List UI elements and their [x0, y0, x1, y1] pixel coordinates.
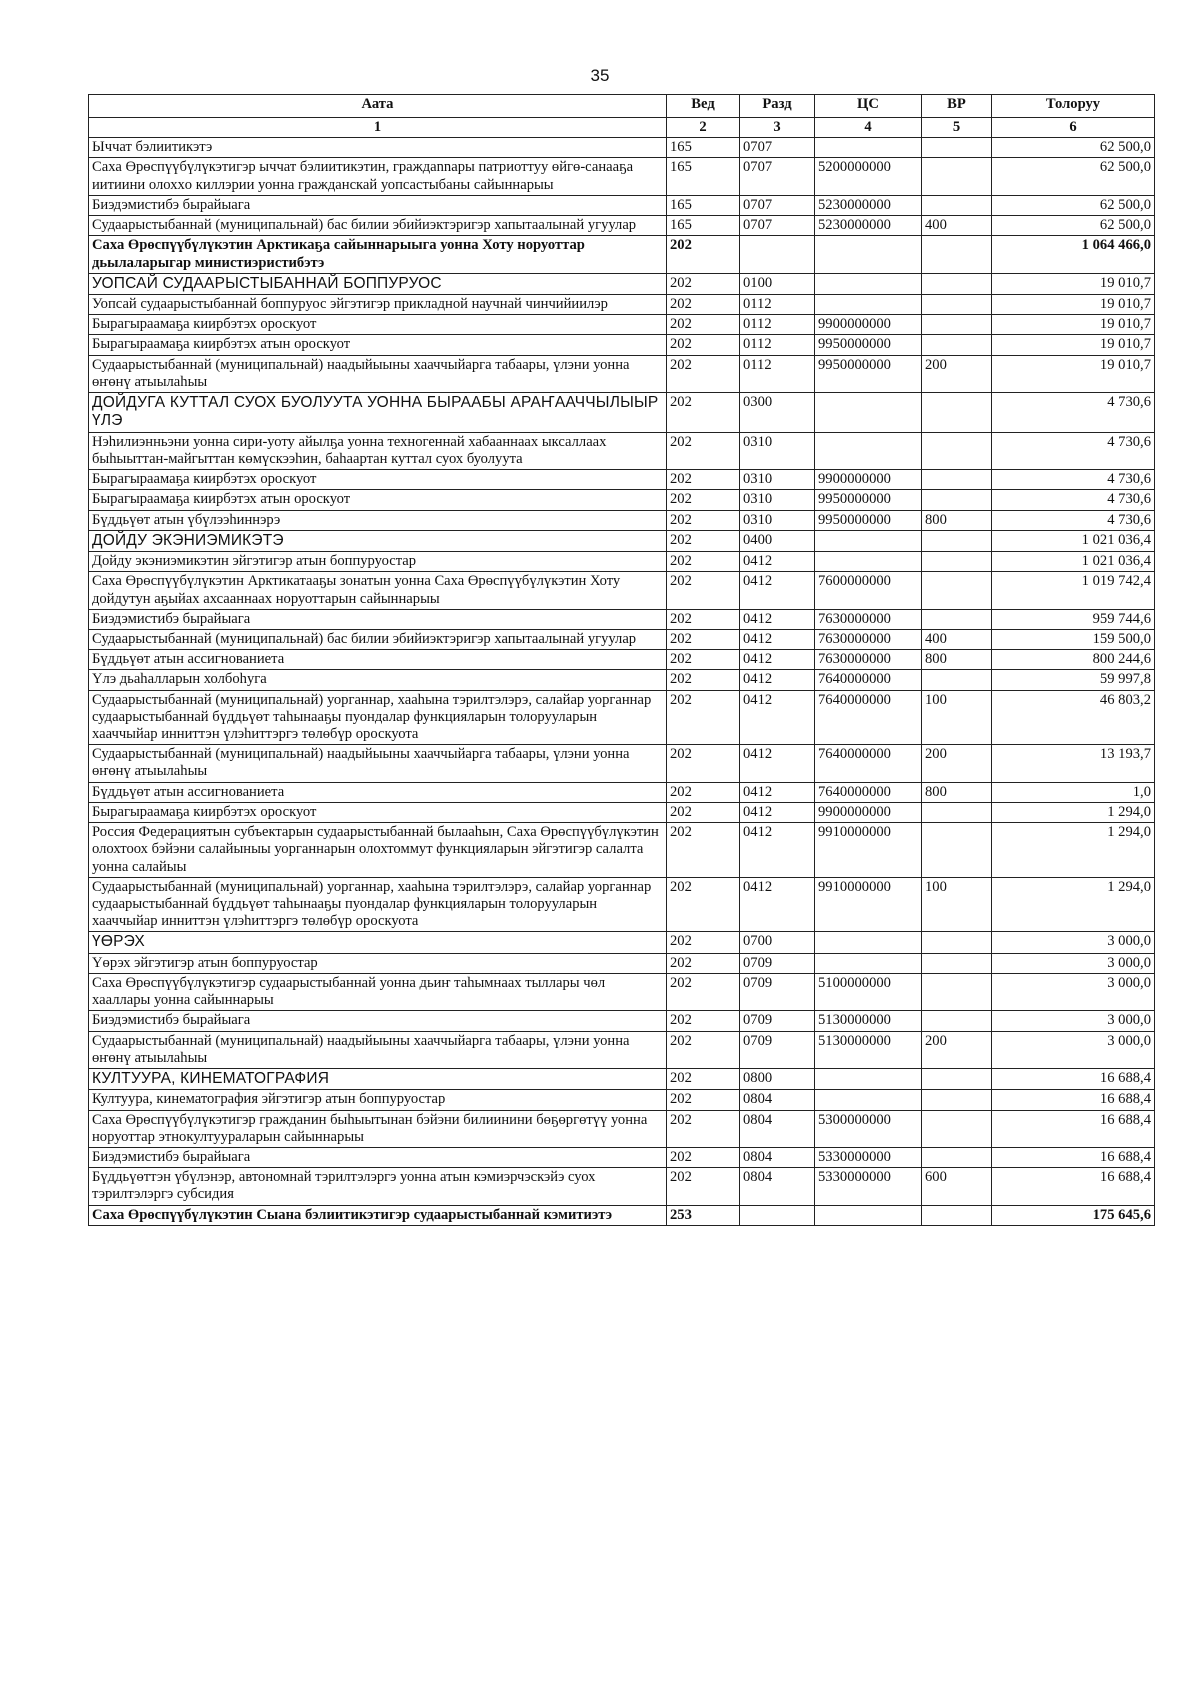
row-amount-cell: 13 193,7: [992, 745, 1155, 782]
row-amount-cell: 4 730,6: [992, 470, 1155, 490]
row-cs-cell: 7630000000: [815, 609, 922, 629]
row-cs-cell: 5330000000: [815, 1168, 922, 1205]
row-ved-cell: 202: [667, 953, 740, 973]
row-vr-cell: [922, 1110, 992, 1147]
row-amount-cell: 19 010,7: [992, 355, 1155, 392]
row-vr-cell: [922, 393, 992, 433]
row-cs-cell: 9910000000: [815, 877, 922, 932]
row-razd-cell: 0412: [740, 670, 815, 690]
row-name-cell: Саха Өрөспүүбүлүкэтигэр судаарыстыбаннай уонна дьиҥ таһымнаах тыллары чөл хааллары уонна сайыннарыы: [89, 973, 667, 1010]
row-cs-cell: 9950000000: [815, 355, 922, 392]
header-cs: ЦС: [815, 95, 922, 118]
row-amount-cell: 1 021 036,4: [992, 552, 1155, 572]
row-amount-cell: 62 500,0: [992, 195, 1155, 215]
row-vr-cell: [922, 138, 992, 158]
row-cs-cell: 7630000000: [815, 650, 922, 670]
table-row: [89, 823, 1155, 878]
row-cs-cell: 7640000000: [815, 690, 922, 745]
row-ved-cell: 202: [667, 393, 740, 433]
row-amount-cell: 4 730,6: [992, 490, 1155, 510]
row-name-cell: Саха Өрөспүүбүлүкэтигэр гражданин быһыытынан бэйэни билиинини бөҕөргөтүү уонна норуоттар этнокултуураларын сайыннарыы: [89, 1110, 667, 1147]
row-amount-cell: 16 688,4: [992, 1110, 1155, 1147]
row-name-cell: УОПСАЙ СУДААРЫСТЫБАННАЙ БОППУРУОС: [89, 273, 667, 294]
row-name-cell: Судаарыстыбаннай (муниципальнай) уорганнар, хааһына тэрилтэлэрэ, салайар уорганнар судаарыстыбаннай бүддьүөт таһынааҕы пуондалар функцияларын толорууларын хааччыйар инниттэн үлэһиттэргэ төлөбүр ороскуота: [89, 877, 667, 932]
row-razd-cell: 0412: [740, 572, 815, 609]
row-name-cell: Үлэ дьаһалларын холбоһуга: [89, 670, 667, 690]
table-row: [89, 877, 1155, 932]
row-amount-cell: 1 064 466,0: [992, 236, 1155, 273]
row-amount-cell: 19 010,7: [992, 335, 1155, 355]
table-row: [89, 1069, 1155, 1090]
row-razd-cell: 0412: [740, 552, 815, 572]
row-vr-cell: [922, 335, 992, 355]
row-vr-cell: 200: [922, 355, 992, 392]
row-cs-cell: 5200000000: [815, 158, 922, 195]
budget-table: [88, 94, 1155, 1226]
row-ved-cell: 202: [667, 335, 740, 355]
row-amount-cell: 1 019 742,4: [992, 572, 1155, 609]
table-header-row: [89, 95, 1155, 118]
row-vr-cell: [922, 932, 992, 953]
row-ved-cell: 202: [667, 510, 740, 530]
row-amount-cell: 62 500,0: [992, 138, 1155, 158]
row-amount-cell: 16 688,4: [992, 1090, 1155, 1110]
header-razd: Разд: [740, 95, 815, 118]
row-name-cell: ДОЙДУГА КУТТАЛ СУОХ БУОЛУУТА УОННА БЫРААБЫ АРАҤААЧЧЫЛЫЫР ҮЛЭ: [89, 393, 667, 433]
row-vr-cell: [922, 432, 992, 469]
row-razd-cell: 0100: [740, 273, 815, 294]
row-ved-cell: 202: [667, 470, 740, 490]
row-name-cell: ДОЙДУ ЭКЭНИЭМИКЭТЭ: [89, 530, 667, 551]
row-vr-cell: 100: [922, 690, 992, 745]
row-ved-cell: 165: [667, 216, 740, 236]
row-name-cell: Биэдэмистибэ бырайыага: [89, 609, 667, 629]
row-vr-cell: [922, 490, 992, 510]
row-name-cell: Судаарыстыбаннай (муниципальнай) наадыйыыны хааччыйарга табаары, үлэни уонна өҥөнү атыылаһыы: [89, 745, 667, 782]
table-row: [89, 650, 1155, 670]
table-row: [89, 335, 1155, 355]
table-row: [89, 490, 1155, 510]
row-vr-cell: [922, 273, 992, 294]
row-ved-cell: 202: [667, 315, 740, 335]
row-ved-cell: 165: [667, 158, 740, 195]
row-vr-cell: [922, 295, 992, 315]
row-cs-cell: [815, 393, 922, 433]
row-name-cell: Саха Өрөспүүбүлүкэтин Арктикатааҕы зонатын уонна Саха Өрөспүүбүлүкэтин Хоту дойдутун аҕыйах ахсааннаах норуоттарын сайыннарыы: [89, 572, 667, 609]
row-vr-cell: [922, 315, 992, 335]
row-razd-cell: [740, 1205, 815, 1225]
row-amount-cell: 159 500,0: [992, 629, 1155, 649]
header-ved: Вед: [667, 95, 740, 118]
row-cs-cell: 7640000000: [815, 782, 922, 802]
row-cs-cell: 5330000000: [815, 1147, 922, 1167]
row-ved-cell: 202: [667, 236, 740, 273]
row-vr-cell: [922, 973, 992, 1010]
row-vr-cell: 400: [922, 629, 992, 649]
table-body: [89, 138, 1155, 1226]
row-razd-cell: 0310: [740, 470, 815, 490]
table-row: [89, 953, 1155, 973]
row-ved-cell: 202: [667, 1031, 740, 1068]
table-row: [89, 236, 1155, 273]
row-amount-cell: 1 021 036,4: [992, 530, 1155, 551]
row-cs-cell: [815, 552, 922, 572]
row-razd-cell: 0804: [740, 1110, 815, 1147]
row-ved-cell: 202: [667, 295, 740, 315]
row-cs-cell: 5230000000: [815, 216, 922, 236]
table-row: [89, 802, 1155, 822]
table-row: [89, 690, 1155, 745]
row-razd-cell: 0400: [740, 530, 815, 551]
row-vr-cell: [922, 236, 992, 273]
row-amount-cell: 19 010,7: [992, 315, 1155, 335]
row-ved-cell: 202: [667, 1147, 740, 1167]
row-razd-cell: 0707: [740, 216, 815, 236]
row-razd-cell: 0707: [740, 158, 815, 195]
table-row: [89, 1168, 1155, 1205]
row-cs-cell: 5130000000: [815, 1031, 922, 1068]
row-razd-cell: 0707: [740, 195, 815, 215]
row-razd-cell: 0804: [740, 1090, 815, 1110]
row-vr-cell: 200: [922, 1031, 992, 1068]
row-name-cell: ҮӨРЭХ: [89, 932, 667, 953]
row-cs-cell: [815, 236, 922, 273]
row-ved-cell: 202: [667, 355, 740, 392]
table-row: [89, 745, 1155, 782]
row-razd-cell: [740, 236, 815, 273]
table-row: [89, 195, 1155, 215]
row-cs-cell: 5230000000: [815, 195, 922, 215]
row-vr-cell: [922, 552, 992, 572]
row-vr-cell: [922, 195, 992, 215]
row-vr-cell: [922, 823, 992, 878]
row-ved-cell: 202: [667, 823, 740, 878]
row-razd-cell: 0412: [740, 802, 815, 822]
row-name-cell: Судаарыстыбаннай (муниципальнай) наадыйыыны хааччыйарга табаары, үлэни уонна өҥөнү атыылаһыы: [89, 355, 667, 392]
row-ved-cell: 202: [667, 782, 740, 802]
row-cs-cell: [815, 273, 922, 294]
table-row: [89, 355, 1155, 392]
column-number: 1: [89, 118, 667, 138]
row-vr-cell: [922, 1205, 992, 1225]
column-number: 4: [815, 118, 922, 138]
row-amount-cell: 1 294,0: [992, 877, 1155, 932]
row-vr-cell: [922, 670, 992, 690]
row-name-cell: Бырагыраамаҕа киирбэтэх ороскуот: [89, 315, 667, 335]
row-name-cell: Бүддьүөт атын үбүлээһиннэрэ: [89, 510, 667, 530]
row-name-cell: Саха Өрөспүүбүлүкэтигэр ыччат бэлиитикэтин, граждannaры патриоттуу өйгө-санааҕа иитиини олохxo киллэрии уонна гражданскай уопсастыбаны сайыннарыы: [89, 158, 667, 195]
row-amount-cell: 62 500,0: [992, 216, 1155, 236]
row-amount-cell: 62 500,0: [992, 158, 1155, 195]
row-name-cell: Култуура, кинематография эйгэтигэр атын боппуруостар: [89, 1090, 667, 1110]
row-name-cell: Судаарыстыбаннай (муниципальнай) уорганнар, хааһына тэрилтэлэрэ, салайар уорганнар судаарыстыбаннай бүддьүөт таһынааҕы пуондалар функцияларын толорууларын хааччыйар инниттэн үлэһиттэргэ төлөбүр ороскуота: [89, 690, 667, 745]
row-ved-cell: 202: [667, 973, 740, 1010]
row-vr-cell: 600: [922, 1168, 992, 1205]
row-vr-cell: [922, 470, 992, 490]
row-vr-cell: [922, 1090, 992, 1110]
row-vr-cell: 200: [922, 745, 992, 782]
table-row: [89, 315, 1155, 335]
row-cs-cell: [815, 953, 922, 973]
row-name-cell: Бүддьүөт атын ассигнованиета: [89, 650, 667, 670]
row-amount-cell: 1 294,0: [992, 802, 1155, 822]
row-vr-cell: 800: [922, 510, 992, 530]
row-name-cell: Уопсай судаарыстыбаннай боппуруос эйгэтигэр прикладной научнай чинчийиилэр: [89, 295, 667, 315]
row-name-cell: Бүддьүөттэн үбүлэнэр, автономнай тэрилтэлэргэ уонна атын кэмиэрчэскэйэ суох тэрилтэлэргэ субсидия: [89, 1168, 667, 1205]
row-razd-cell: 0310: [740, 432, 815, 469]
row-name-cell: КУЛТУУРА, КИНЕМАТОГРАФИЯ: [89, 1069, 667, 1090]
row-vr-cell: [922, 1147, 992, 1167]
row-razd-cell: 0112: [740, 355, 815, 392]
row-razd-cell: 0709: [740, 953, 815, 973]
table-row: [89, 1110, 1155, 1147]
row-cs-cell: [815, 530, 922, 551]
row-cs-cell: [815, 1090, 922, 1110]
row-name-cell: Биэдэмистибэ бырайыага: [89, 1147, 667, 1167]
table-row: [89, 273, 1155, 294]
table-row: [89, 216, 1155, 236]
page-number: 35: [590, 66, 610, 85]
table-row: [89, 782, 1155, 802]
row-vr-cell: [922, 609, 992, 629]
table-row: [89, 609, 1155, 629]
table-row: [89, 629, 1155, 649]
row-ved-cell: 202: [667, 530, 740, 551]
row-razd-cell: 0412: [740, 609, 815, 629]
row-amount-cell: 16 688,4: [992, 1069, 1155, 1090]
table-row: [89, 158, 1155, 195]
row-cs-cell: [815, 295, 922, 315]
table-row: [89, 1147, 1155, 1167]
row-name-cell: Бырагыраамаҕа киирбэтэх ороскуот: [89, 470, 667, 490]
row-name-cell: Бырагыраамаҕа киирбэтэх ороскуот: [89, 802, 667, 822]
table-row: [89, 393, 1155, 433]
row-cs-cell: 9910000000: [815, 823, 922, 878]
row-vr-cell: [922, 1069, 992, 1090]
row-name-cell: Биэдэмистибэ бырайыага: [89, 195, 667, 215]
table-row: [89, 1205, 1155, 1225]
row-amount-cell: 19 010,7: [992, 273, 1155, 294]
row-name-cell: Судаарыстыбаннай (муниципальнай) наадыйыыны хааччыйарга табаары, үлэни уонна өҥөнү атыылаһыы: [89, 1031, 667, 1068]
row-amount-cell: 800 244,6: [992, 650, 1155, 670]
row-razd-cell: 0412: [740, 823, 815, 878]
header-amount: Толоруу: [992, 95, 1155, 118]
row-name-cell: Саха Өрөспүүбүлүкэтин Сыана бэлиитикэтигэр судаарыстыбаннай кэмитиэтэ: [89, 1205, 667, 1225]
row-ved-cell: 202: [667, 1090, 740, 1110]
column-number: 5: [922, 118, 992, 138]
row-amount-cell: 175 645,6: [992, 1205, 1155, 1225]
row-razd-cell: 0112: [740, 335, 815, 355]
row-name-cell: Судаарыстыбаннай (муниципальнай) бас билии эбийиэктэригэр хапытаалынай угуулар: [89, 629, 667, 649]
row-ved-cell: 202: [667, 745, 740, 782]
row-razd-cell: 0709: [740, 973, 815, 1010]
header-name: Аата: [89, 95, 667, 118]
table-row: [89, 295, 1155, 315]
row-name-cell: Үөрэх эйгэтигэр атын боппуруостар: [89, 953, 667, 973]
row-cs-cell: 7600000000: [815, 572, 922, 609]
row-name-cell: Судаарыстыбаннай (муниципальнай) бас билии эбийиэктэригэр хапытаалынай угуулар: [89, 216, 667, 236]
row-ved-cell: 202: [667, 432, 740, 469]
row-razd-cell: 0112: [740, 315, 815, 335]
row-name-cell: Россия Федерациятын субъектарын судаарыстыбаннай былааһын, Саха Өрөспүүбүлүкэтин олохтоох бэйэни салайыныы уорганнарын олохтоммут функцияларын эйгэтигэр салалта уонна салайыы: [89, 823, 667, 878]
row-ved-cell: 202: [667, 1069, 740, 1090]
row-vr-cell: [922, 802, 992, 822]
table-row: [89, 510, 1155, 530]
row-vr-cell: 100: [922, 877, 992, 932]
row-razd-cell: 0412: [740, 782, 815, 802]
table-row: [89, 932, 1155, 953]
row-cs-cell: 5100000000: [815, 973, 922, 1010]
row-amount-cell: 16 688,4: [992, 1168, 1155, 1205]
table-row: [89, 572, 1155, 609]
row-amount-cell: 3 000,0: [992, 973, 1155, 1010]
row-razd-cell: 0310: [740, 510, 815, 530]
column-number: 2: [667, 118, 740, 138]
row-ved-cell: 165: [667, 138, 740, 158]
table-row: [89, 470, 1155, 490]
row-amount-cell: 4 730,6: [992, 393, 1155, 433]
row-amount-cell: 1 294,0: [992, 823, 1155, 878]
row-vr-cell: [922, 530, 992, 551]
row-cs-cell: [815, 1205, 922, 1225]
table-row: [89, 552, 1155, 572]
table-row: [89, 1031, 1155, 1068]
row-cs-cell: 9950000000: [815, 510, 922, 530]
row-cs-cell: 7640000000: [815, 670, 922, 690]
row-razd-cell: 0709: [740, 1011, 815, 1031]
row-cs-cell: 9900000000: [815, 802, 922, 822]
row-amount-cell: 959 744,6: [992, 609, 1155, 629]
row-name-cell: Бырагыраамаҕа киирбэтэх атын ороскуот: [89, 335, 667, 355]
row-name-cell: Нэһилиэнньэни уонна сири-уоту айылҕа уонна техногеннай хабааннаах ыксаллаах быһыыттан-майгыттан көмүскээһин, баһаартан куттал суох буолуута: [89, 432, 667, 469]
row-amount-cell: 3 000,0: [992, 953, 1155, 973]
row-razd-cell: 0412: [740, 745, 815, 782]
table-row: [89, 138, 1155, 158]
row-razd-cell: 0412: [740, 877, 815, 932]
row-ved-cell: 202: [667, 1011, 740, 1031]
row-amount-cell: 19 010,7: [992, 295, 1155, 315]
column-number: 6: [992, 118, 1155, 138]
row-ved-cell: 202: [667, 877, 740, 932]
row-cs-cell: 7630000000: [815, 629, 922, 649]
row-razd-cell: 0412: [740, 690, 815, 745]
row-vr-cell: [922, 953, 992, 973]
row-ved-cell: 253: [667, 1205, 740, 1225]
table-row: [89, 670, 1155, 690]
row-razd-cell: 0804: [740, 1147, 815, 1167]
row-name-cell: Дойду экэниэмикэтин эйгэтигэр атын боппуруостар: [89, 552, 667, 572]
row-razd-cell: 0310: [740, 490, 815, 510]
row-cs-cell: 5300000000: [815, 1110, 922, 1147]
row-razd-cell: 0804: [740, 1168, 815, 1205]
row-razd-cell: 0700: [740, 932, 815, 953]
row-amount-cell: 3 000,0: [992, 1031, 1155, 1068]
row-razd-cell: 0412: [740, 629, 815, 649]
row-cs-cell: 9950000000: [815, 335, 922, 355]
column-number-row: [89, 118, 1155, 138]
row-name-cell: Бүддьүөт атын ассигнованиета: [89, 782, 667, 802]
row-cs-cell: 9900000000: [815, 315, 922, 335]
table-row: [89, 530, 1155, 551]
row-vr-cell: [922, 572, 992, 609]
row-ved-cell: 202: [667, 490, 740, 510]
row-razd-cell: 0300: [740, 393, 815, 433]
row-cs-cell: 5130000000: [815, 1011, 922, 1031]
row-vr-cell: [922, 1011, 992, 1031]
row-ved-cell: 202: [667, 670, 740, 690]
row-ved-cell: 202: [667, 650, 740, 670]
column-number: 3: [740, 118, 815, 138]
row-ved-cell: 202: [667, 273, 740, 294]
table-row: [89, 1090, 1155, 1110]
row-cs-cell: [815, 1069, 922, 1090]
row-ved-cell: 202: [667, 932, 740, 953]
row-ved-cell: 202: [667, 552, 740, 572]
header-vr: ВР: [922, 95, 992, 118]
row-razd-cell: 0112: [740, 295, 815, 315]
row-ved-cell: 202: [667, 609, 740, 629]
row-amount-cell: 4 730,6: [992, 510, 1155, 530]
row-ved-cell: 202: [667, 690, 740, 745]
row-amount-cell: 3 000,0: [992, 932, 1155, 953]
row-vr-cell: [922, 158, 992, 195]
table-row: [89, 432, 1155, 469]
row-name-cell: Саха Өрөспүүбүлүкэтин Арктикаҕа сайыннарыыга уонна Хоту норуоттар дьылаларыгар министиэристибэтэ: [89, 236, 667, 273]
row-cs-cell: 9900000000: [815, 470, 922, 490]
row-ved-cell: 202: [667, 802, 740, 822]
row-ved-cell: 202: [667, 572, 740, 609]
row-vr-cell: 800: [922, 782, 992, 802]
row-razd-cell: 0709: [740, 1031, 815, 1068]
row-amount-cell: 1,0: [992, 782, 1155, 802]
row-cs-cell: [815, 138, 922, 158]
row-amount-cell: 3 000,0: [992, 1011, 1155, 1031]
table-row: [89, 1011, 1155, 1031]
row-ved-cell: 165: [667, 195, 740, 215]
row-cs-cell: 7640000000: [815, 745, 922, 782]
row-amount-cell: 46 803,2: [992, 690, 1155, 745]
row-ved-cell: 202: [667, 1168, 740, 1205]
row-razd-cell: 0800: [740, 1069, 815, 1090]
row-name-cell: Ыччат бэлиитикэтэ: [89, 138, 667, 158]
row-ved-cell: 202: [667, 629, 740, 649]
row-amount-cell: 4 730,6: [992, 432, 1155, 469]
row-vr-cell: 400: [922, 216, 992, 236]
table-row: [89, 973, 1155, 1010]
row-razd-cell: 0412: [740, 650, 815, 670]
row-cs-cell: [815, 932, 922, 953]
row-ved-cell: 202: [667, 1110, 740, 1147]
row-vr-cell: 800: [922, 650, 992, 670]
row-name-cell: Биэдэмистибэ бырайыага: [89, 1011, 667, 1031]
row-amount-cell: 16 688,4: [992, 1147, 1155, 1167]
row-amount-cell: 59 997,8: [992, 670, 1155, 690]
row-cs-cell: 9950000000: [815, 490, 922, 510]
row-name-cell: Бырагыраамаҕа киирбэтэх атын ороскуот: [89, 490, 667, 510]
row-cs-cell: [815, 432, 922, 469]
row-razd-cell: 0707: [740, 138, 815, 158]
